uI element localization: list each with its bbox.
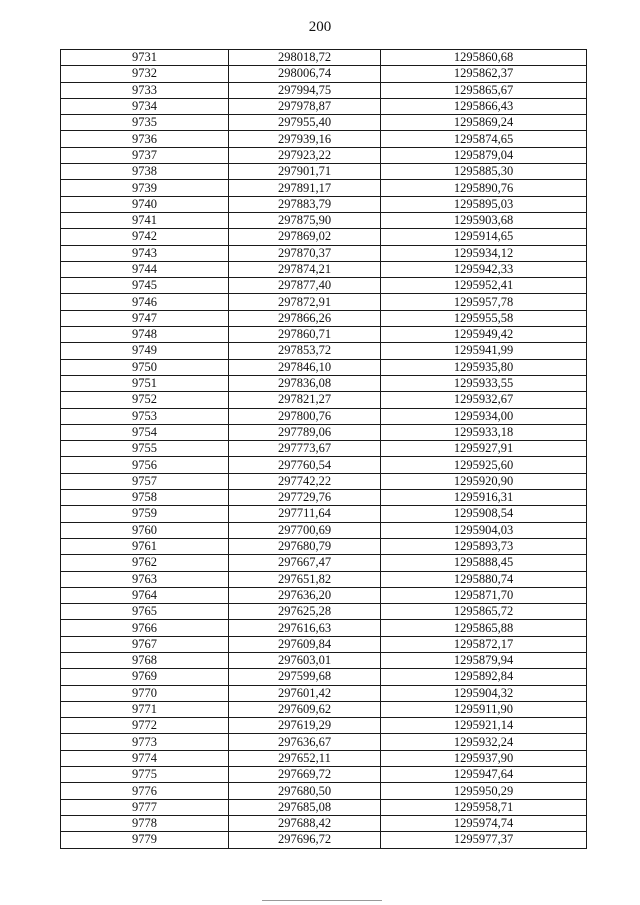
point-number-cell: 9769 (61, 669, 229, 685)
y-coordinate-cell: 1295865,67 (381, 82, 587, 98)
point-number-cell: 9766 (61, 620, 229, 636)
y-coordinate-cell: 1295904,03 (381, 522, 587, 538)
point-number-cell: 9770 (61, 685, 229, 701)
y-coordinate-cell: 1295941,99 (381, 343, 587, 359)
point-number-cell: 9740 (61, 196, 229, 212)
table-row (61, 701, 587, 717)
x-coordinate-cell: 297729,76 (229, 490, 381, 506)
point-number-cell: 9758 (61, 490, 229, 506)
point-number-cell: 9768 (61, 652, 229, 668)
point-number-cell: 9748 (61, 327, 229, 343)
x-coordinate-cell: 297994,75 (229, 82, 381, 98)
table-row (61, 604, 587, 620)
y-coordinate-cell: 1295934,00 (381, 408, 587, 424)
point-number-cell: 9749 (61, 343, 229, 359)
table-row (61, 555, 587, 571)
x-coordinate-cell: 297609,62 (229, 701, 381, 717)
x-coordinate-cell: 297860,71 (229, 327, 381, 343)
y-coordinate-cell: 1295935,80 (381, 359, 587, 375)
y-coordinate-cell: 1295932,67 (381, 392, 587, 408)
table-row (61, 245, 587, 261)
point-number-cell: 9752 (61, 392, 229, 408)
y-coordinate-cell: 1295933,18 (381, 424, 587, 440)
point-number-cell: 9764 (61, 587, 229, 603)
y-coordinate-cell: 1295934,12 (381, 245, 587, 261)
y-coordinate-cell: 1295879,04 (381, 147, 587, 163)
point-number-cell: 9772 (61, 718, 229, 734)
table-row (61, 180, 587, 196)
y-coordinate-cell: 1295879,94 (381, 652, 587, 668)
y-coordinate-cell: 1295974,74 (381, 815, 587, 831)
table-row (61, 799, 587, 815)
table-row (61, 783, 587, 799)
y-coordinate-cell: 1295860,68 (381, 50, 587, 66)
table-row (61, 375, 587, 391)
point-number-cell: 9760 (61, 522, 229, 538)
y-coordinate-cell: 1295920,90 (381, 473, 587, 489)
x-coordinate-cell: 297883,79 (229, 196, 381, 212)
y-coordinate-cell: 1295958,71 (381, 799, 587, 815)
y-coordinate-cell: 1295950,29 (381, 783, 587, 799)
table-row (61, 310, 587, 326)
table-row (61, 82, 587, 98)
table-row (61, 66, 587, 82)
x-coordinate-cell: 297685,08 (229, 799, 381, 815)
x-coordinate-cell: 298018,72 (229, 50, 381, 66)
y-coordinate-cell: 1295977,37 (381, 832, 587, 848)
point-number-cell: 9775 (61, 767, 229, 783)
point-number-cell: 9732 (61, 66, 229, 82)
y-coordinate-cell: 1295933,55 (381, 375, 587, 391)
point-number-cell: 9746 (61, 294, 229, 310)
table-row (61, 767, 587, 783)
y-coordinate-cell: 1295952,41 (381, 278, 587, 294)
table-row (61, 441, 587, 457)
point-number-cell: 9743 (61, 245, 229, 261)
point-number-cell: 9745 (61, 278, 229, 294)
table-row (61, 490, 587, 506)
point-number-cell: 9734 (61, 98, 229, 114)
point-number-cell: 9742 (61, 229, 229, 245)
table-row (61, 424, 587, 440)
table-row (61, 571, 587, 587)
y-coordinate-cell: 1295862,37 (381, 66, 587, 82)
table-row (61, 408, 587, 424)
table-row (61, 522, 587, 538)
point-number-cell: 9756 (61, 457, 229, 473)
y-coordinate-cell: 1295888,45 (381, 555, 587, 571)
point-number-cell: 9747 (61, 310, 229, 326)
y-coordinate-cell: 1295893,73 (381, 538, 587, 554)
x-coordinate-cell: 298006,74 (229, 66, 381, 82)
x-coordinate-cell: 297853,72 (229, 343, 381, 359)
y-coordinate-cell: 1295865,72 (381, 604, 587, 620)
table-row (61, 359, 587, 375)
x-coordinate-cell: 297866,26 (229, 310, 381, 326)
table-row (61, 131, 587, 147)
x-coordinate-cell: 297636,67 (229, 734, 381, 750)
table-row (61, 685, 587, 701)
x-coordinate-cell: 297625,28 (229, 604, 381, 620)
table-row (61, 832, 587, 848)
point-number-cell: 9738 (61, 164, 229, 180)
point-number-cell: 9731 (61, 50, 229, 66)
x-coordinate-cell: 297601,42 (229, 685, 381, 701)
point-number-cell: 9773 (61, 734, 229, 750)
table-row (61, 750, 587, 766)
table-row (61, 212, 587, 228)
x-coordinate-cell: 297669,72 (229, 767, 381, 783)
table-row (61, 278, 587, 294)
point-number-cell: 9757 (61, 473, 229, 489)
x-coordinate-cell: 297901,71 (229, 164, 381, 180)
y-coordinate-cell: 1295874,65 (381, 131, 587, 147)
x-coordinate-cell: 297667,47 (229, 555, 381, 571)
table-row (61, 261, 587, 277)
x-coordinate-cell: 297877,40 (229, 278, 381, 294)
x-coordinate-cell: 297800,76 (229, 408, 381, 424)
table-row (61, 327, 587, 343)
y-coordinate-cell: 1295890,76 (381, 180, 587, 196)
point-number-cell: 9754 (61, 424, 229, 440)
point-number-cell: 9762 (61, 555, 229, 571)
y-coordinate-cell: 1295872,17 (381, 636, 587, 652)
y-coordinate-cell: 1295949,42 (381, 327, 587, 343)
table-row (61, 392, 587, 408)
point-number-cell: 9776 (61, 783, 229, 799)
point-number-cell: 9777 (61, 799, 229, 815)
y-coordinate-cell: 1295911,90 (381, 701, 587, 717)
y-coordinate-cell: 1295921,14 (381, 718, 587, 734)
point-number-cell: 9763 (61, 571, 229, 587)
x-coordinate-cell: 297874,21 (229, 261, 381, 277)
y-coordinate-cell: 1295947,64 (381, 767, 587, 783)
table-row (61, 147, 587, 163)
y-coordinate-cell: 1295865,88 (381, 620, 587, 636)
point-number-cell: 9739 (61, 180, 229, 196)
point-number-cell: 9741 (61, 212, 229, 228)
x-coordinate-cell: 297789,06 (229, 424, 381, 440)
table-row (61, 587, 587, 603)
bottom-divider (262, 900, 382, 901)
x-coordinate-cell: 297680,79 (229, 538, 381, 554)
table-row (61, 343, 587, 359)
table-row (61, 164, 587, 180)
x-coordinate-cell: 297696,72 (229, 832, 381, 848)
point-number-cell: 9753 (61, 408, 229, 424)
x-coordinate-cell: 297978,87 (229, 98, 381, 114)
point-number-cell: 9771 (61, 701, 229, 717)
point-number-cell: 9779 (61, 832, 229, 848)
point-number-cell: 9735 (61, 115, 229, 131)
x-coordinate-cell: 297651,82 (229, 571, 381, 587)
table-row (61, 98, 587, 114)
y-coordinate-cell: 1295925,60 (381, 457, 587, 473)
point-number-cell: 9767 (61, 636, 229, 652)
x-coordinate-cell: 297821,27 (229, 392, 381, 408)
x-coordinate-cell: 297939,16 (229, 131, 381, 147)
x-coordinate-cell: 297742,22 (229, 473, 381, 489)
point-number-cell: 9733 (61, 82, 229, 98)
y-coordinate-cell: 1295903,68 (381, 212, 587, 228)
x-coordinate-cell: 297875,90 (229, 212, 381, 228)
y-coordinate-cell: 1295937,90 (381, 750, 587, 766)
coordinates-table (60, 49, 587, 849)
x-coordinate-cell: 297869,02 (229, 229, 381, 245)
y-coordinate-cell: 1295866,43 (381, 98, 587, 114)
x-coordinate-cell: 297616,63 (229, 620, 381, 636)
y-coordinate-cell: 1295880,74 (381, 571, 587, 587)
x-coordinate-cell: 297700,69 (229, 522, 381, 538)
point-number-cell: 9737 (61, 147, 229, 163)
y-coordinate-cell: 1295892,84 (381, 669, 587, 685)
table-row (61, 538, 587, 554)
x-coordinate-cell: 297711,64 (229, 506, 381, 522)
table-row (61, 50, 587, 66)
x-coordinate-cell: 297599,68 (229, 669, 381, 685)
point-number-cell: 9751 (61, 375, 229, 391)
table-row (61, 457, 587, 473)
table-row (61, 734, 587, 750)
point-number-cell: 9736 (61, 131, 229, 147)
table-row (61, 718, 587, 734)
point-number-cell: 9759 (61, 506, 229, 522)
page-number: 200 (308, 19, 332, 35)
table-row (61, 506, 587, 522)
point-number-cell: 9774 (61, 750, 229, 766)
x-coordinate-cell: 297955,40 (229, 115, 381, 131)
table-row (61, 620, 587, 636)
y-coordinate-cell: 1295957,78 (381, 294, 587, 310)
y-coordinate-cell: 1295942,33 (381, 261, 587, 277)
y-coordinate-cell: 1295932,24 (381, 734, 587, 750)
y-coordinate-cell: 1295914,65 (381, 229, 587, 245)
x-coordinate-cell: 297870,37 (229, 245, 381, 261)
table-row (61, 473, 587, 489)
x-coordinate-cell: 297773,67 (229, 441, 381, 457)
x-coordinate-cell: 297688,42 (229, 815, 381, 831)
x-coordinate-cell: 297923,22 (229, 147, 381, 163)
x-coordinate-cell: 297872,91 (229, 294, 381, 310)
x-coordinate-cell: 297891,17 (229, 180, 381, 196)
x-coordinate-cell: 297680,50 (229, 783, 381, 799)
point-number-cell: 9765 (61, 604, 229, 620)
x-coordinate-cell: 297603,01 (229, 652, 381, 668)
x-coordinate-cell: 297846,10 (229, 359, 381, 375)
y-coordinate-cell: 1295885,30 (381, 164, 587, 180)
y-coordinate-cell: 1295908,54 (381, 506, 587, 522)
x-coordinate-cell: 297652,11 (229, 750, 381, 766)
point-number-cell: 9750 (61, 359, 229, 375)
table-row (61, 636, 587, 652)
table-row (61, 652, 587, 668)
y-coordinate-cell: 1295895,03 (381, 196, 587, 212)
table-row (61, 229, 587, 245)
table-row (61, 294, 587, 310)
point-number-cell: 9761 (61, 538, 229, 554)
y-coordinate-cell: 1295871,70 (381, 587, 587, 603)
x-coordinate-cell: 297609,84 (229, 636, 381, 652)
y-coordinate-cell: 1295869,24 (381, 115, 587, 131)
y-coordinate-cell: 1295927,91 (381, 441, 587, 457)
point-number-cell: 9755 (61, 441, 229, 457)
point-number-cell: 9778 (61, 815, 229, 831)
table-row (61, 196, 587, 212)
x-coordinate-cell: 297619,29 (229, 718, 381, 734)
table-row (61, 115, 587, 131)
y-coordinate-cell: 1295904,32 (381, 685, 587, 701)
x-coordinate-cell: 297760,54 (229, 457, 381, 473)
table-body (61, 50, 587, 849)
table-row (61, 815, 587, 831)
x-coordinate-cell: 297636,20 (229, 587, 381, 603)
x-coordinate-cell: 297836,08 (229, 375, 381, 391)
point-number-cell: 9744 (61, 261, 229, 277)
y-coordinate-cell: 1295955,58 (381, 310, 587, 326)
table-row (61, 669, 587, 685)
y-coordinate-cell: 1295916,31 (381, 490, 587, 506)
